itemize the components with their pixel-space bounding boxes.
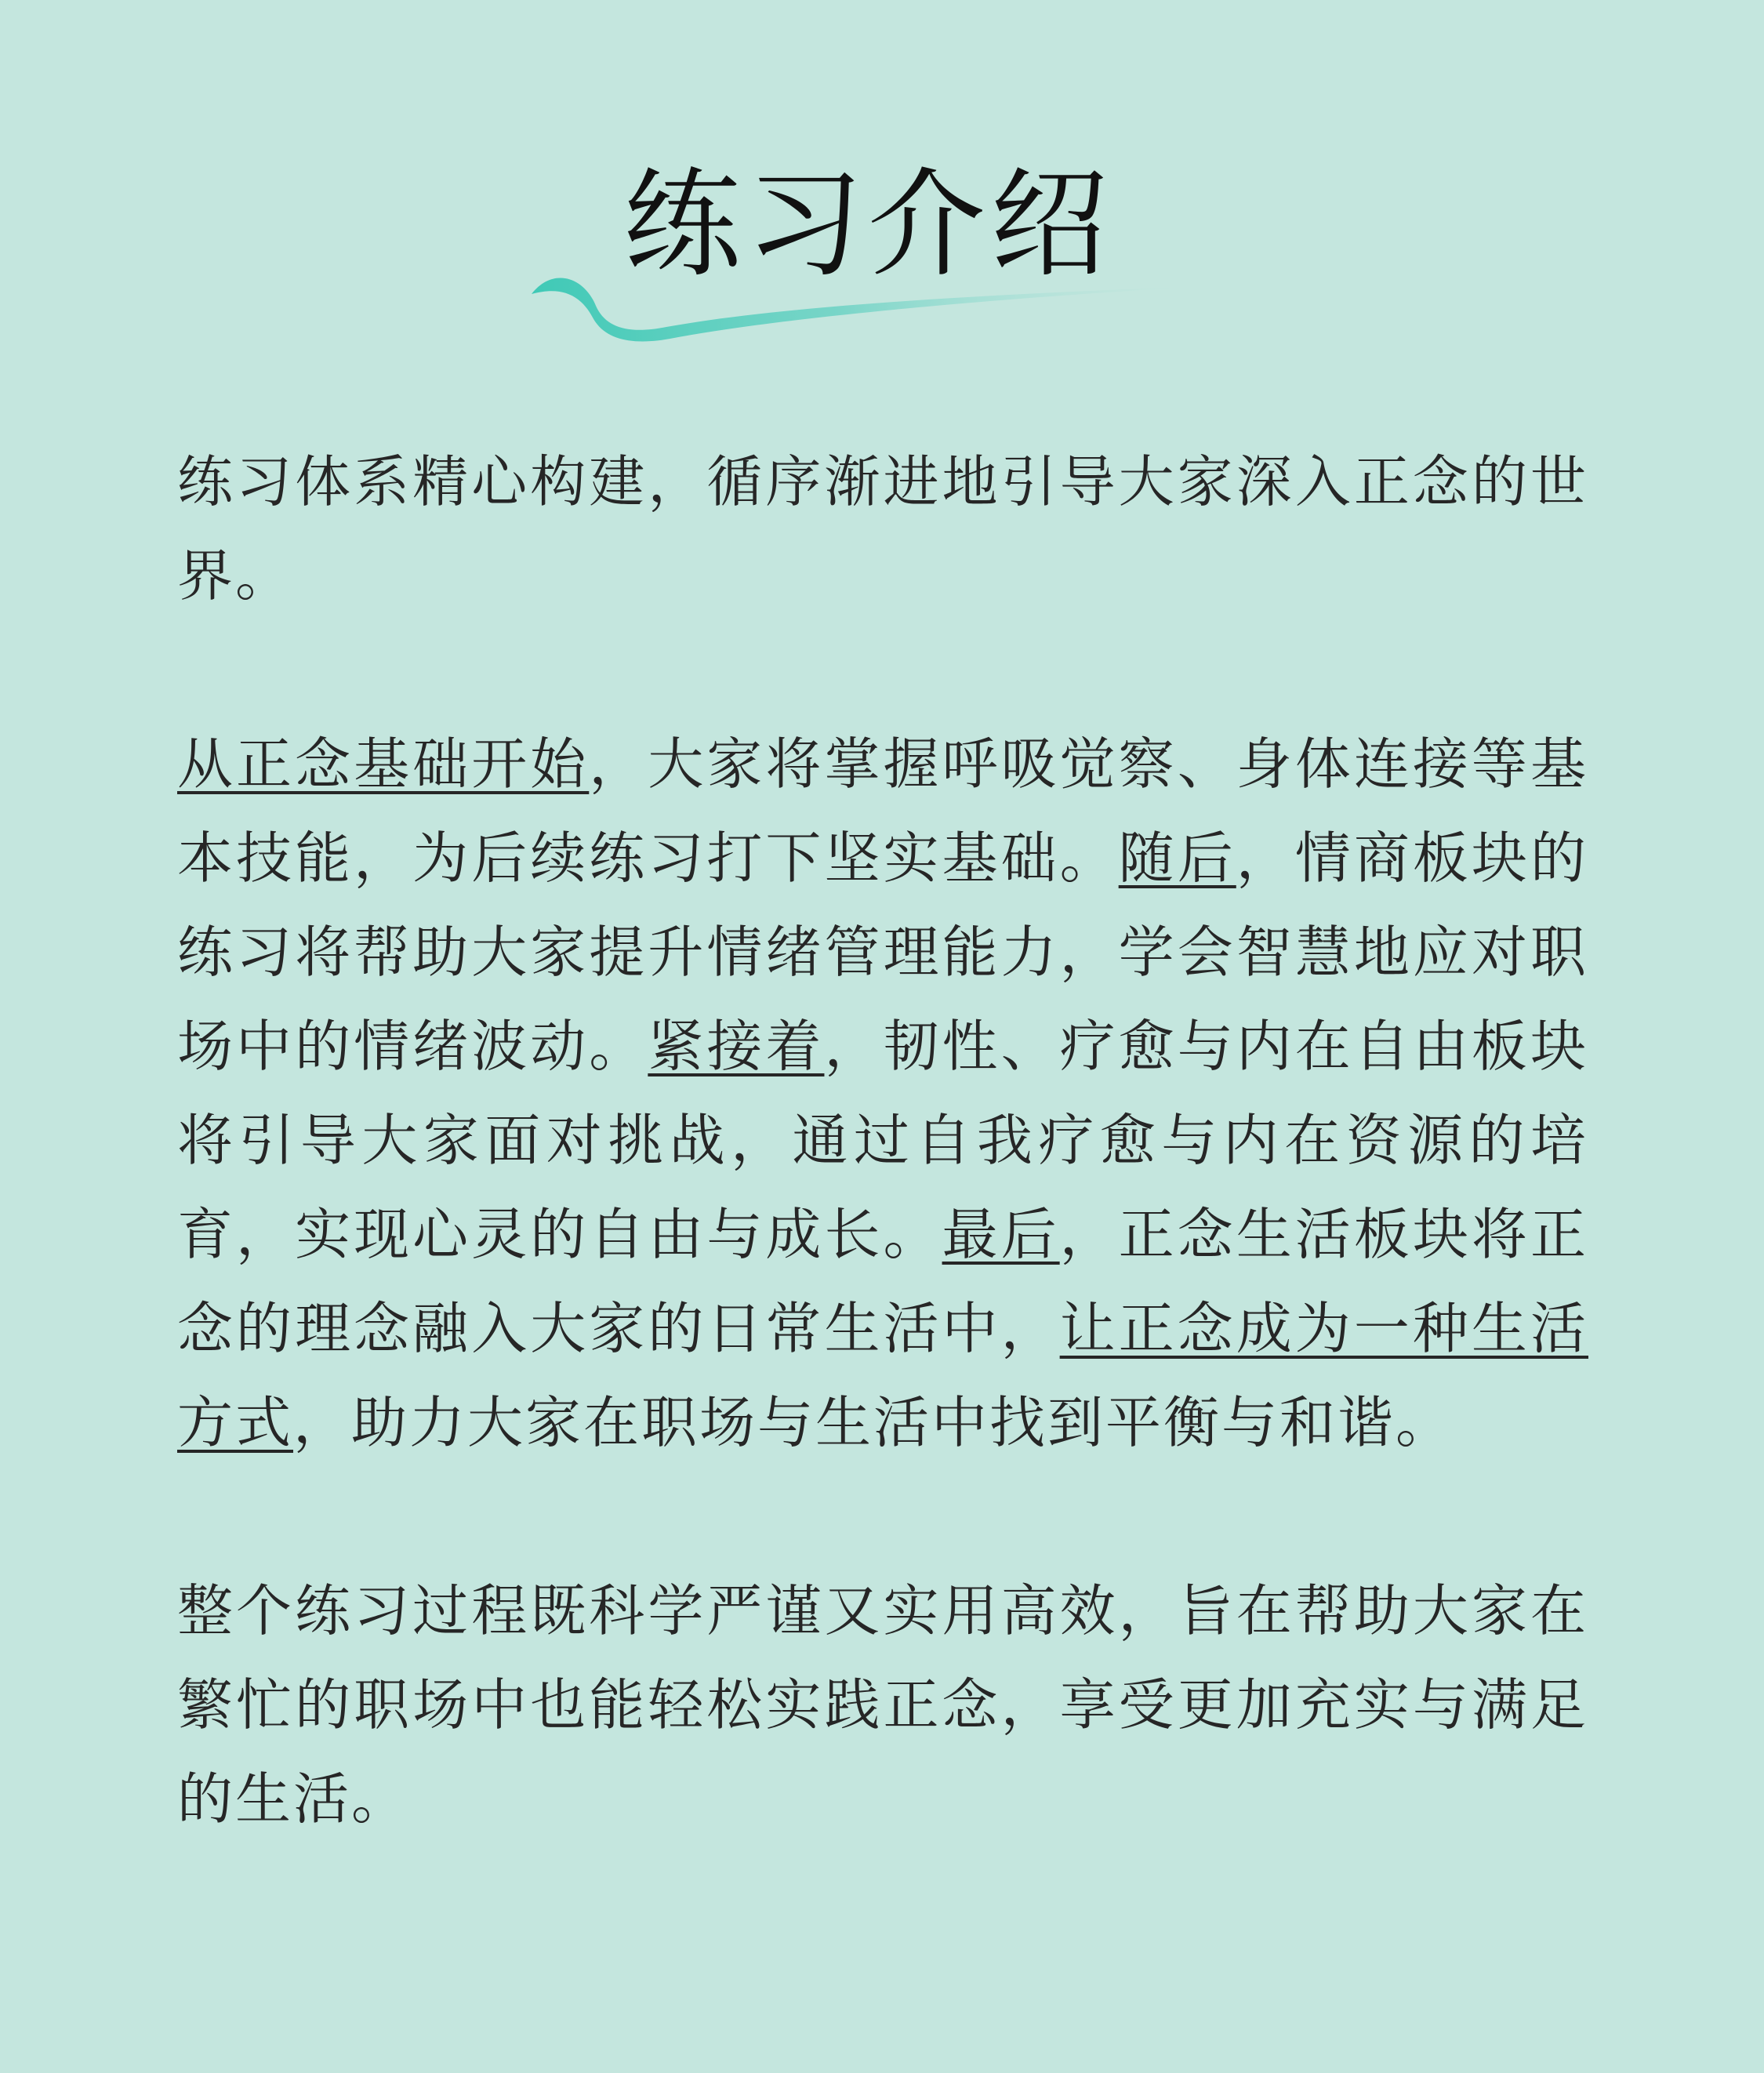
intro-text: 练习体系精心构建，循序渐进地引导大家深入正念的世界。 [177, 449, 1588, 608]
progression-text-5: ，助力大家在职场与生活中找到平衡与和谐。 [293, 1390, 1454, 1455]
summary-paragraph [177, 1564, 1588, 1846]
article-body [177, 435, 1588, 1846]
progression-paragraph [177, 717, 1588, 1470]
highlight-finally: 最后 [942, 1202, 1060, 1267]
highlight-then: 随后 [1118, 826, 1236, 891]
progression-text-3: ，韧性、疗愈与内在自由板块将引导大家面对挑战，通过自我疗愈与内在资源的培育，实现心灵的自由与成长。 [177, 1014, 1588, 1267]
summary-text: 整个练习过程既科学严谨又实用高效，旨在帮助大家在繁忙的职场中也能轻松实践正念，享受更加充实与满足的生活。 [177, 1578, 1588, 1832]
highlight-lifestyle: 让正念成为一种生活方式 [177, 1296, 1588, 1455]
progression-text-2: ，情商板块的练习将帮助大家提升情绪管理能力，学会智慧地应对职场中的情绪波动。 [177, 826, 1588, 1079]
header [517, 145, 1223, 349]
highlight-foundation: 从正念基础开始 [177, 732, 590, 797]
page-title: 练习介绍 [623, 157, 1113, 293]
wave-decoration-icon [517, 263, 1223, 349]
progression-text-4: ，正念生活板块将正念的理念融入大家的日常生活中， [177, 1202, 1588, 1361]
intro-paragraph [177, 435, 1588, 623]
highlight-next: 紧接着 [648, 1014, 825, 1079]
progression-text-1: ，大家将掌握呼吸觉察、身体连接等基本技能，为后续练习打下坚实基础。 [177, 732, 1588, 891]
